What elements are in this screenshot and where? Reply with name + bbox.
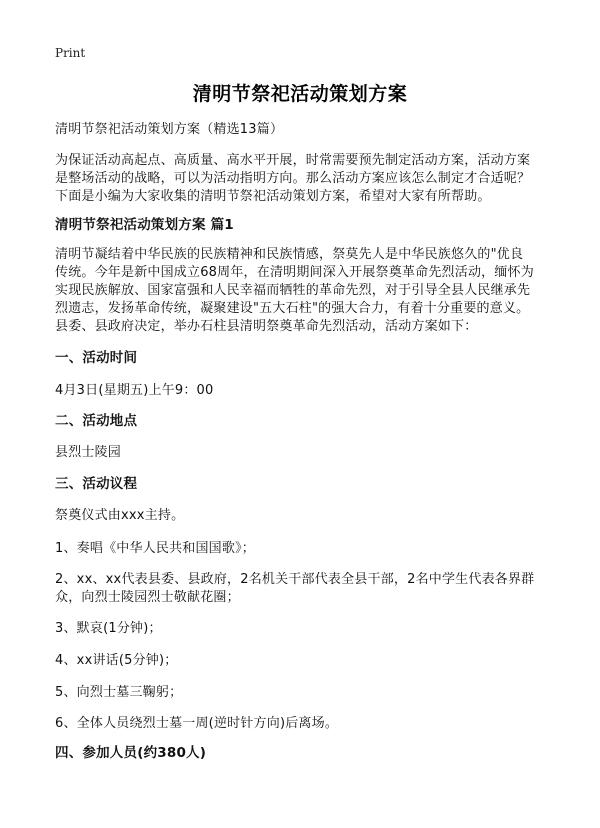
body-paragraph-line: 烈遗志，发扬革命传统，凝聚建设"五大石柱"的强大合力，有着十分重要的意义。 bbox=[55, 301, 530, 316]
body-paragraph-line: 清明节凝结着中华民族的民族精神和民族情感，祭莫先人是中华民族悠久的"优良 bbox=[55, 247, 524, 262]
document-subtitle: 清明节祭祀活动策划方案（精选13篇） bbox=[55, 122, 284, 137]
page-title: 清明节祭祀活动策划方案 bbox=[192, 83, 408, 105]
agenda-item-4: 4、xx讲话(5分钟)； bbox=[55, 653, 178, 668]
activity-time-value: 4月3日(星期五)上午9：00 bbox=[55, 383, 214, 398]
agenda-item-2-continued: 众，向烈士陵园烈士敬献花圈； bbox=[55, 590, 240, 605]
heading-activity-time: 一、活动时间 bbox=[55, 350, 138, 366]
print-link[interactable]: Print bbox=[55, 46, 86, 60]
heading-activity-agenda: 三、活动议程 bbox=[55, 476, 138, 492]
agenda-item-1: 1、奏唱《中华人民共和国国歌》； bbox=[55, 541, 255, 556]
agenda-intro: 祭奠仪式由xxx主持。 bbox=[55, 508, 185, 523]
body-paragraph-line: 县委、县政府决定，举办石柱县清明祭奠革命先烈活动，活动方案如下： bbox=[55, 319, 478, 334]
agenda-item-2: 2、xx、xx代表县委、县政府，2名机关干部代表全县干部，2名中学生代表各界群 bbox=[55, 572, 535, 587]
intro-paragraph-line: 为保证活动高起点、高质量、高水平开展，时常需要预先制定活动方案，活动方案 bbox=[55, 153, 531, 168]
intro-paragraph-line: 是整场活动的战略，可以为活动指明方向。那么活动方案应该怎么制定才合适呢？ bbox=[55, 171, 531, 186]
activity-place-value: 县烈士陵园 bbox=[55, 445, 122, 460]
body-paragraph-line: 实现民族解放、国家富强和人民幸福而牺牲的革命先烈，对于引导全县人民继承先 bbox=[55, 283, 531, 298]
heading-activity-place: 二、活动地点 bbox=[55, 413, 138, 429]
body-paragraph-line: 传统。今年是新中国成立68周年，在清明期间深入开展祭奠革命先烈活动，缅怀为 bbox=[55, 265, 534, 280]
agenda-item-6: 6、全体人员绕烈士墓一周(逆时针方向)后离场。 bbox=[55, 716, 339, 731]
heading-participants: 四、参加人员(约380人) bbox=[55, 745, 207, 761]
intro-paragraph-line: 下面是小编为大家收集的清明节祭祀活动策划方案，希望对大家有所帮助。 bbox=[55, 189, 491, 204]
section-title: 清明节祭祀活动策划方案 篇1 bbox=[55, 217, 234, 233]
agenda-item-3: 3、默哀(1分钟)； bbox=[55, 621, 162, 636]
agenda-item-5: 5、向烈士墓三鞠躬； bbox=[55, 685, 183, 700]
